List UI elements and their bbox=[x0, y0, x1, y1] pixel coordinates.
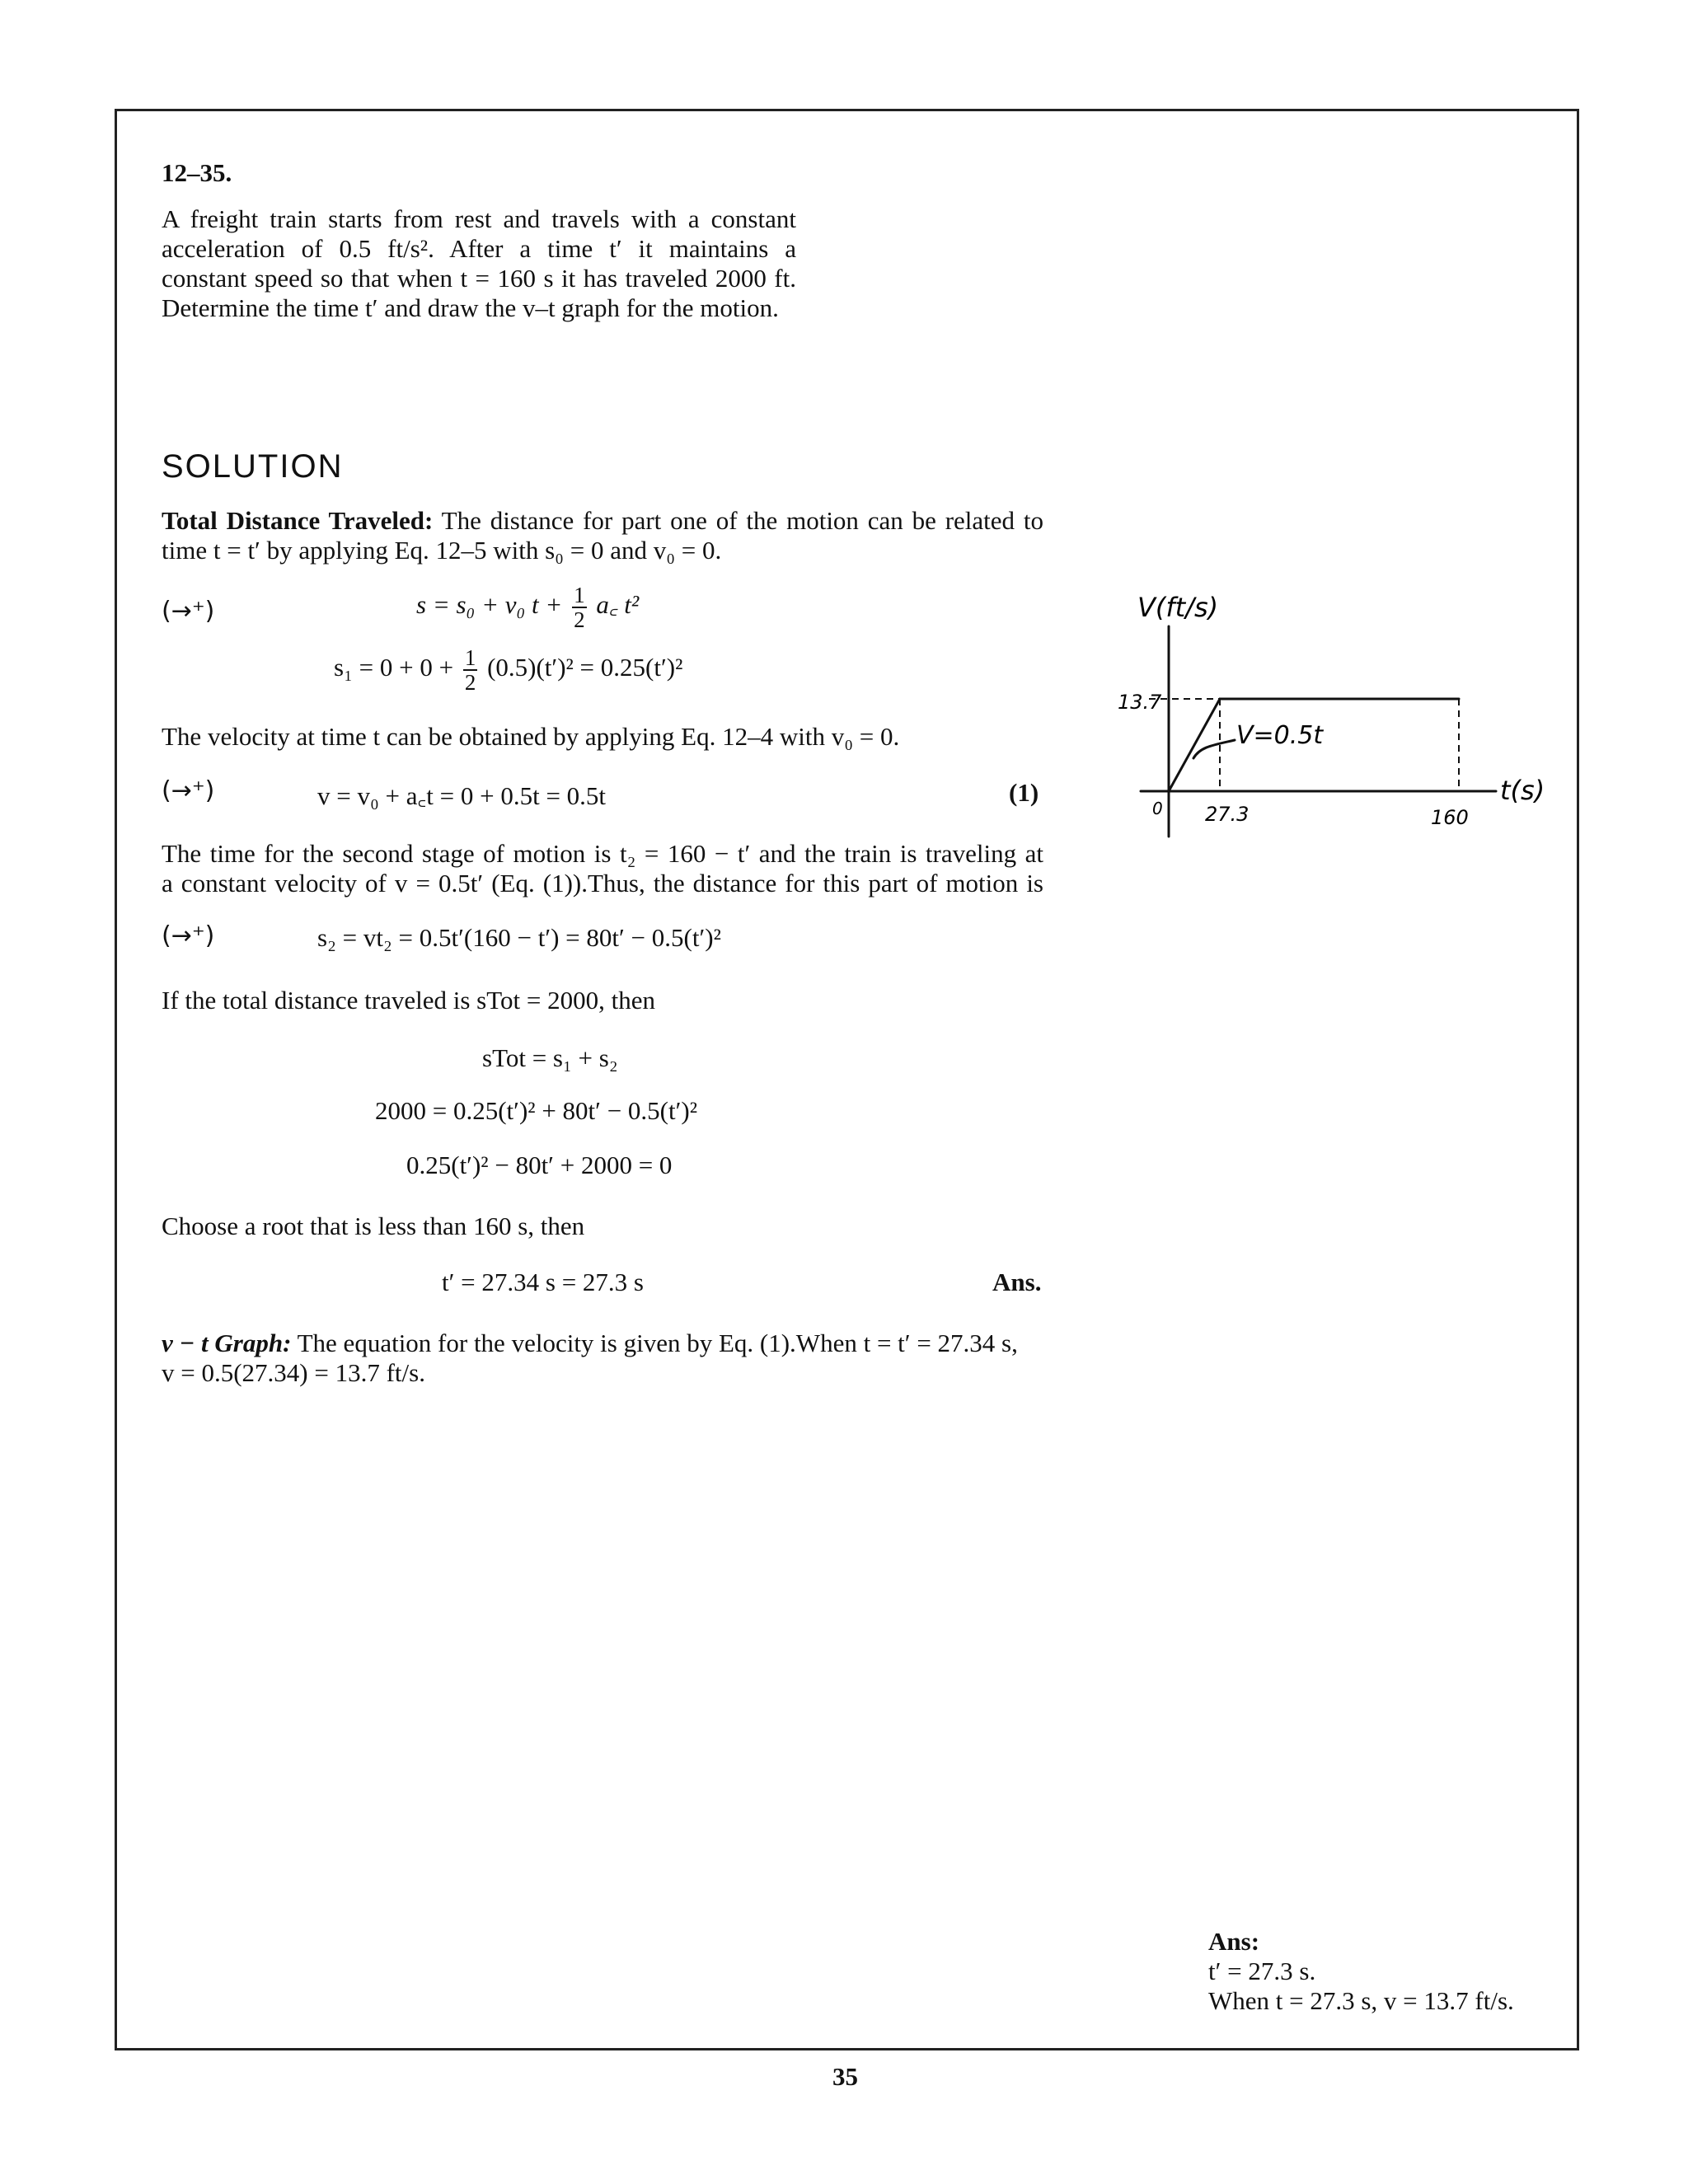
fraction-numerator: 1 bbox=[574, 583, 585, 607]
paragraph-text: The equation for the velocity is given by Eq. (1).When t = t′ = 27.34 s, bbox=[291, 1329, 1018, 1357]
problem-statement bbox=[162, 204, 796, 323]
paragraph-text: time t = t′ by applying Eq. 12–5 with s₀ = 0 and v₀ = 0. bbox=[162, 536, 722, 565]
equation-6: 2000 = 0.25(t′)² + 80t′ − 0.5(t′)² bbox=[375, 1096, 698, 1125]
x-axis-label: t(s) bbox=[1500, 775, 1545, 806]
equation-2 bbox=[334, 646, 682, 694]
page-frame bbox=[115, 109, 1579, 2050]
fraction bbox=[572, 583, 587, 631]
problem-line: constant speed so that when t = 160 s it has traveled 2000 ft. bbox=[162, 264, 796, 293]
direction-indicator: (→⁺) bbox=[162, 597, 215, 626]
problem-line: acceleration of 0.5 ft/s². After a time t′ it maintains a bbox=[162, 234, 796, 263]
paragraph-second-stage bbox=[162, 839, 1043, 898]
vt-graph bbox=[1118, 585, 1574, 849]
equation-5: sTot = s₁ + s₂ bbox=[482, 1043, 618, 1072]
equation-text: s₁ = 0 + 0 + bbox=[334, 653, 454, 682]
section-lead: Total Distance Traveled: bbox=[162, 506, 434, 535]
paragraph-graph bbox=[162, 1329, 1052, 1388]
equation-text: s = s₀ + v₀ t + bbox=[416, 590, 563, 620]
curve-label-leader bbox=[1193, 740, 1235, 758]
equation-tag: (1) bbox=[1009, 778, 1039, 807]
solution-heading: SOLUTION bbox=[162, 448, 344, 485]
y-axis-label: V(ft/s) bbox=[1137, 592, 1219, 623]
fraction-denominator: 2 bbox=[464, 670, 476, 695]
equation-7: 0.25(t′)² − 80t′ + 2000 = 0 bbox=[406, 1151, 673, 1179]
answer-heading: Ans: bbox=[1208, 1927, 1260, 1956]
answer-line: t′ = 27.3 s. bbox=[1208, 1957, 1316, 1985]
answer-tag: Ans. bbox=[992, 1268, 1042, 1296]
problem-number: 12–35. bbox=[162, 158, 232, 187]
x-tick-label-1: 27.3 bbox=[1205, 803, 1250, 826]
direction-indicator: (→⁺) bbox=[162, 921, 215, 950]
equation-1 bbox=[416, 583, 639, 631]
equation-3: v = v₀ + a꜀t = 0 + 0.5t = 0.5t bbox=[317, 781, 607, 810]
section-lead: v − t Graph: bbox=[162, 1329, 292, 1357]
paragraph-root: Choose a root that is less than 160 s, then bbox=[162, 1212, 585, 1240]
paragraph-text: The distance for part one of the motion can be related to bbox=[433, 506, 1044, 535]
paragraph-text: a constant velocity of v = 0.5t′ (Eq. (1)).Thus, the distance for this part of motion is bbox=[162, 869, 1043, 898]
page-number: 35 bbox=[832, 2062, 858, 2091]
problem-line: A freight train starts from rest and travels with a constant bbox=[162, 204, 796, 233]
problem-line: Determine the time t′ and draw the v–t graph for the motion. bbox=[162, 293, 779, 322]
paragraph-text: v = 0.5(27.34) = 13.7 ft/s. bbox=[162, 1358, 425, 1387]
fraction bbox=[463, 646, 478, 694]
curve-label: V=0.5t bbox=[1236, 721, 1324, 750]
answer-summary bbox=[1208, 1927, 1514, 2016]
fraction-denominator: 2 bbox=[574, 607, 585, 632]
fraction-numerator: 1 bbox=[464, 645, 476, 670]
paragraph-distance bbox=[162, 506, 1043, 565]
answer-line: When t = 27.3 s, v = 13.7 ft/s. bbox=[1208, 1986, 1514, 2015]
paragraph-total: If the total distance traveled is sTot = 2000, then bbox=[162, 986, 655, 1015]
paragraph-velocity: The velocity at time t can be obtained by applying Eq. 12–4 with v₀ = 0. bbox=[162, 722, 900, 751]
paragraph-text: The time for the second stage of motion is t₂ = 160 − t′ and the train is traveling at bbox=[162, 839, 1043, 868]
equation-8: t′ = 27.34 s = 27.3 s bbox=[442, 1268, 644, 1296]
origin-label: 0 bbox=[1152, 799, 1163, 818]
y-tick-label: 13.7 bbox=[1118, 691, 1162, 714]
equation-4: s₂ = vt₂ = 0.5t′(160 − t′) = 80t′ − 0.5(t′)² bbox=[317, 923, 721, 952]
equation-text: (0.5)(t′)² = 0.25(t′)² bbox=[487, 653, 683, 682]
x-tick-label-2: 160 bbox=[1431, 806, 1469, 829]
equation-text: a꜀ t² bbox=[596, 590, 640, 620]
direction-indicator: (→⁺) bbox=[162, 776, 215, 805]
